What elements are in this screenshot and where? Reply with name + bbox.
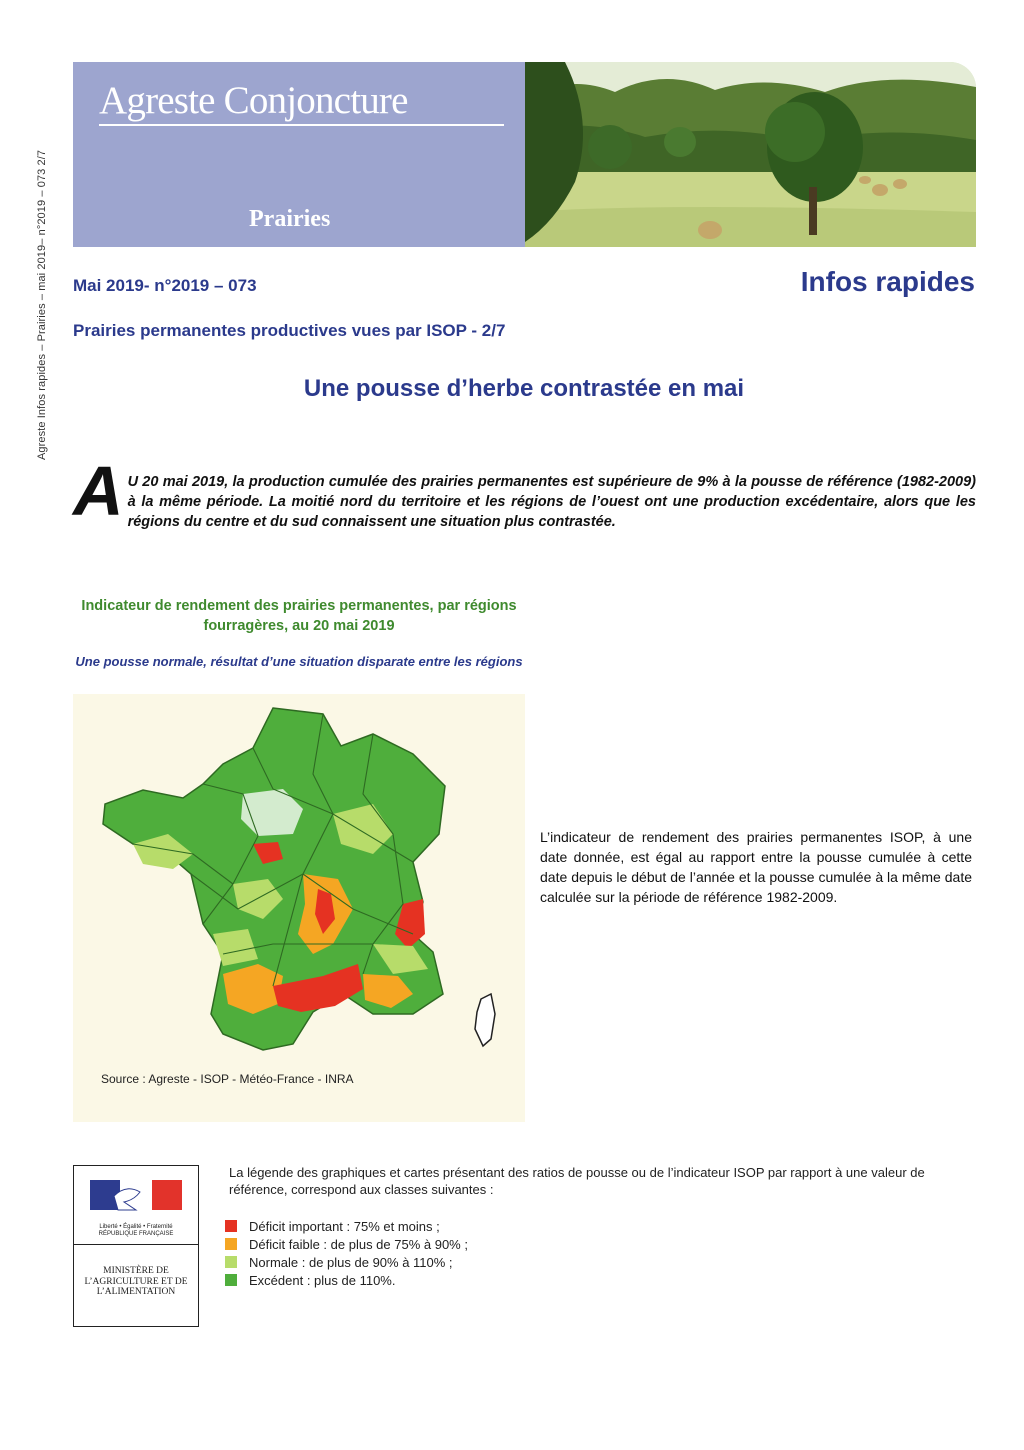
legend-label: Normale : de plus de 90% à 110% ; xyxy=(249,1254,453,1270)
legend-swatch-light-green xyxy=(225,1256,237,1268)
lead-text: U 20 mai 2019, la production cumulée des prairies permanentes est supérieure de 9% à la pousse de référence (1982-2009) à la même période. La moitié nord du territoire et les régions de l’ouest ont une production excédentaire, alors que les régions du centre et du sud connaissent une situation plus contrastée. xyxy=(127,474,976,530)
legend-item-excedent xyxy=(225,1271,468,1289)
ministry-name: MINISTÈRE DE L’AGRICULTURE ET DE L’ALIMENTATION xyxy=(84,1266,188,1297)
page-subtitle: Prairies permanentes productives vues par ISOP - 2/7 xyxy=(73,321,506,340)
lead-paragraph xyxy=(73,452,976,532)
legend-swatch-orange xyxy=(225,1238,237,1250)
section-label: Prairies xyxy=(249,206,331,232)
series-name: Infos rapides xyxy=(800,266,975,297)
france-map xyxy=(73,694,525,1064)
side-reference-text: Agreste Infos rapides – Prairies – mai 2019– n°2019 – 073 2/7 xyxy=(36,149,48,460)
banner-brand-panel xyxy=(73,62,525,247)
figure-subtitle: Une pousse normale, résultat d’une situation disparate entre les régions xyxy=(75,654,523,669)
brand-logo-text: Agreste Conjoncture xyxy=(99,79,408,122)
france-map-figure xyxy=(73,694,525,1122)
republique-motto: Liberté • Égalité • Fraternité RÉPUBLIQUE FRANÇAISE xyxy=(98,1224,174,1237)
brand-underline xyxy=(99,124,504,126)
marianne-flag-icon xyxy=(74,1166,198,1222)
legend-label: Excédent : plus de 110%. xyxy=(249,1272,396,1288)
meadow-photo xyxy=(525,62,976,247)
legend-label: Déficit important : 75% et moins ; xyxy=(249,1218,440,1234)
logo-divider xyxy=(74,1244,198,1245)
legend-item-deficit-important xyxy=(225,1217,468,1235)
legend-swatch-green xyxy=(225,1274,237,1286)
ministry-logo xyxy=(73,1165,199,1327)
issue-number: Mai 2019- n°2019 – 073 xyxy=(73,276,257,295)
drop-cap: A xyxy=(73,452,124,530)
page-title: Une pousse d’herbe contrastée en mai xyxy=(303,375,745,402)
map-source: Source : Agreste - ISOP - Météo-France - INRA xyxy=(101,1072,354,1086)
indicator-explanation: L’indicateur de rendement des prairies permanentes ISOP, à une date donnée, est égal au rapport entre la pousse cumulée à cette date depuis le début de l’année et la pousse cumulée à la même date calculée sur la période de référence 1982-2009. xyxy=(540,829,972,905)
legend-item-normale xyxy=(225,1253,468,1271)
legend-list xyxy=(225,1217,468,1289)
legend-swatch-red xyxy=(225,1220,237,1232)
legend-intro: La légende des graphiques et cartes présentant des ratios de pousse ou de l’indicateur ISOP par rapport à une valeur de référence, correspond aux classes suivantes : xyxy=(229,1165,925,1197)
legend-item-deficit-faible xyxy=(225,1235,468,1253)
legend-label: Déficit faible : de plus de 75% à 90% ; xyxy=(249,1236,468,1252)
figure-title: Indicateur de rendement des prairies permanentes, par régions fourragères, au 20 mai 2019 xyxy=(81,598,517,634)
header-banner xyxy=(73,62,976,247)
